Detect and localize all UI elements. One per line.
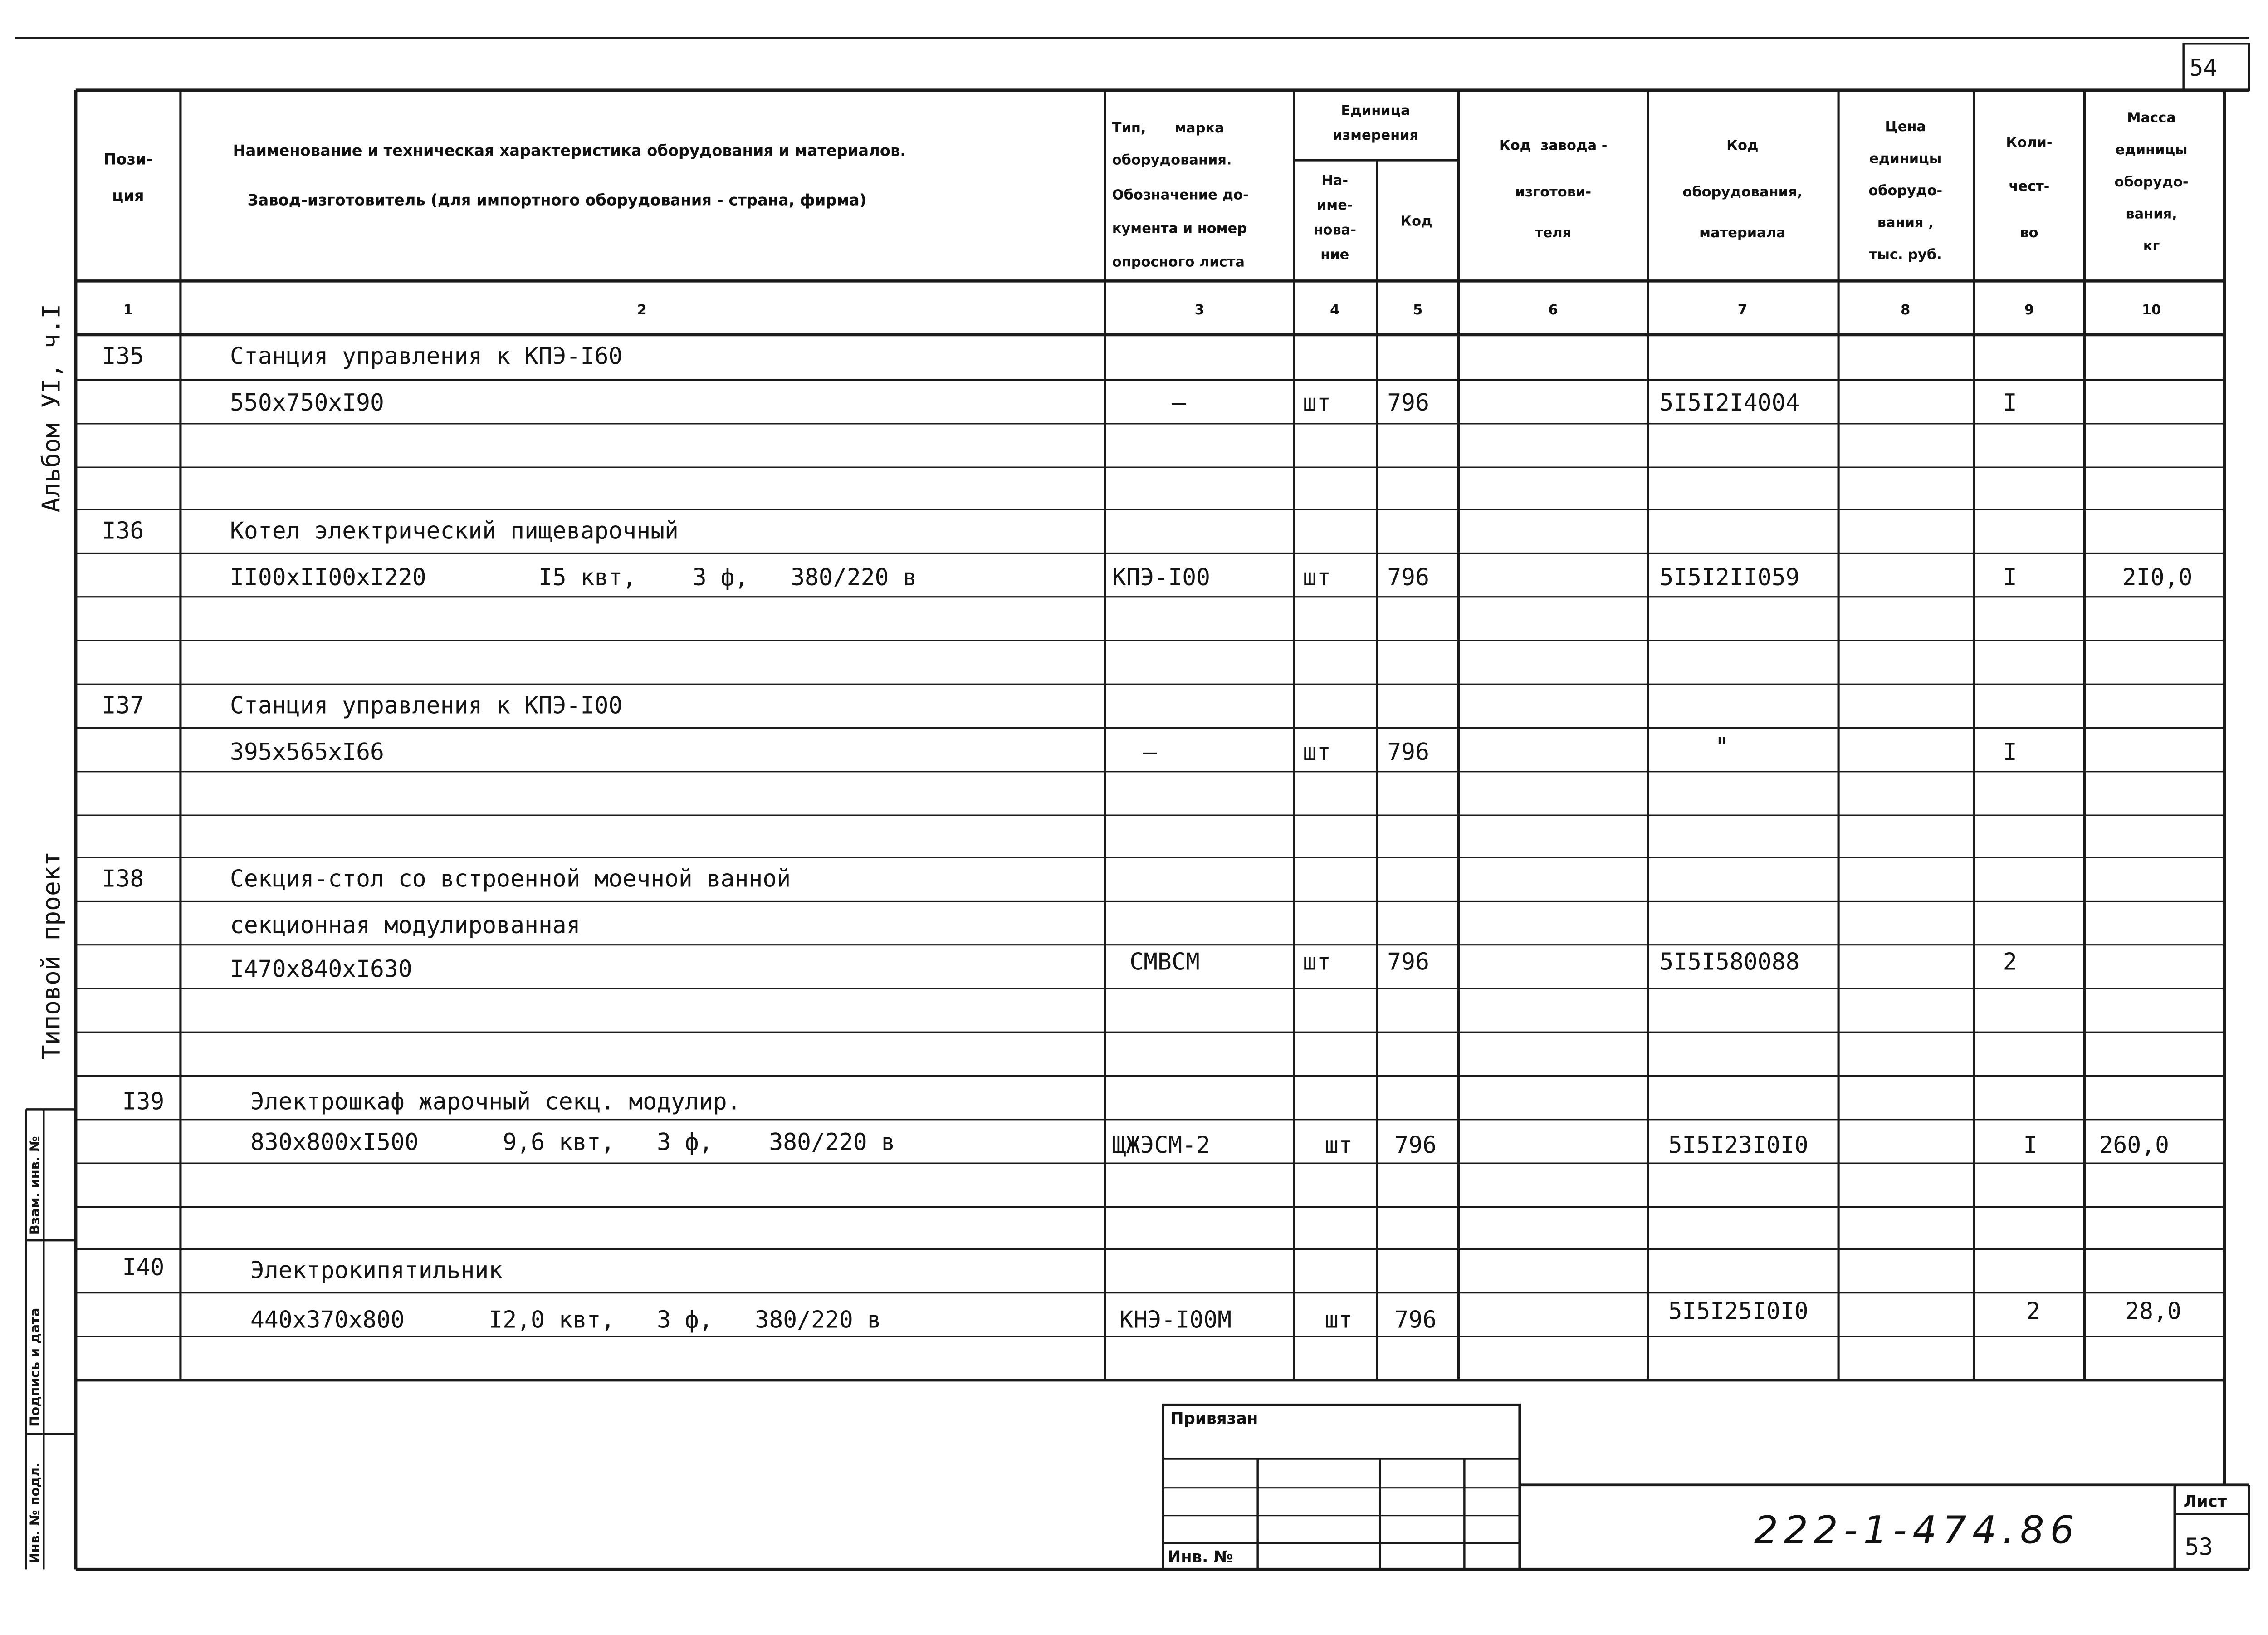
row-position: I37 [102,692,144,720]
row-type: – [1143,739,1157,766]
row-qty: 2 [2026,1297,2040,1325]
header-mass-2: единицы [2115,142,2188,158]
header-price-1: Цена [1885,118,1926,135]
row-name-line: Станция управления к КПЭ-I60 [230,343,623,370]
row-equip-code: 5I5I580088 [1659,948,1800,976]
header-unit-name-2: име- [1316,197,1353,214]
header-qty-2: чест- [2009,178,2050,195]
row-mass: 2I0,0 [2122,564,2193,592]
header-factory-1: Код завода - [1499,137,1608,154]
column-number-1: 1 [123,302,133,318]
row-unit-code: 796 [1387,739,1429,766]
column-number-10: 10 [2141,302,2161,318]
row-type: СМВСМ [1129,948,1200,976]
column-number-8: 8 [1901,302,1911,318]
row-name-line: Электрокипятильник [250,1257,503,1284]
row-type: КПЭ-I00 [1112,564,1211,592]
header-pos-2: ция [112,186,144,205]
header-type-4: кумента и номер [1112,220,1247,237]
header-type-3: Обозначение до- [1112,187,1249,203]
row-unit: шт [1303,948,1331,976]
header-qty-3: во [2020,225,2038,241]
replace-inv-label: Взам. инв. № [27,1136,43,1235]
row-name-line: 440x370x800 I2,0 квт, 3 ф, 380/220 в [250,1306,881,1334]
row-qty: 2 [2003,948,2017,976]
row-qty: I [2023,1131,2038,1159]
row-unit: шт [1325,1306,1353,1334]
row-name-line: Электрошкаф жарочный секц. модулир. [250,1088,741,1116]
row-name-line: Секция-стол со встроенной моечной ванной [230,865,791,893]
row-unit-code: 796 [1394,1306,1437,1334]
header-price-2: единицы [1869,151,1942,167]
table-row [102,865,2017,983]
column-number-9: 9 [2024,302,2034,318]
column-number-4: 4 [1330,302,1340,318]
row-position: I39 [122,1088,165,1116]
row-qty: I [2003,564,2017,592]
row-qty: I [2003,389,2017,416]
row-unit: шт [1303,564,1331,592]
header-equip-code-3: материала [1699,225,1786,241]
header-unit-group-2: измерения [1333,127,1419,144]
signature-date-label: Подпись и дата [27,1307,43,1427]
project-label: Типовой проект [36,851,66,1060]
header-mass-4: вания, [2126,206,2177,222]
header-pos-1: Пози- [103,150,153,168]
row-equip-code: 5I5I2I4004 [1659,389,1800,416]
inventory-number-label: Инв. № [1167,1547,1233,1566]
page-number: 54 [2189,54,2218,82]
header-equip-code-2: оборудования, [1682,184,1803,201]
row-position: I38 [102,865,144,893]
column-number-6: 6 [1548,302,1558,318]
header-price-4: вания , [1877,215,1934,231]
header-unit-name-1: На- [1321,172,1349,189]
header-factory-3: теля [1535,225,1572,241]
row-mass: 260,0 [2099,1131,2170,1159]
row-name-line: Котел электрический пищеварочный [230,517,679,545]
row-name-line: I470x840xI630 [230,955,412,983]
column-number-3: 3 [1194,302,1204,318]
row-position: I36 [102,517,144,545]
row-position: I35 [102,343,144,370]
column-number-row [123,302,2161,318]
row-lines [76,281,2224,1380]
row-unit-code: 796 [1387,948,1429,976]
row-type: – [1172,389,1186,416]
header-unit-group-1: Единица [1341,103,1410,119]
column-number-5: 5 [1413,302,1423,318]
header-type-2: оборудования. [1112,152,1232,168]
row-equip-code: 5I5I23I0I0 [1668,1131,1809,1159]
header-name-2: Завод-изготовитель (для импортного оборудования - страна, фирма) [247,191,867,209]
row-name-line: Станция управления к КПЭ-I00 [230,692,623,720]
header-unit-name-4: ние [1320,247,1349,263]
row-type: КНЭ-I00М [1119,1306,1232,1334]
sheet-label: Лист [2183,1492,2227,1511]
header-unit-name-3: нова- [1313,222,1356,238]
row-equip-code: 5I5I25I0I0 [1668,1297,1809,1325]
header-mass-1: Масса [2127,110,2176,126]
table-header [103,103,2188,270]
row-name-line: II00xII00xI220 I5 квт, 3 ф, 380/220 в [230,564,917,592]
table-row [122,1088,2169,1159]
header-qty-1: Коли- [2006,135,2053,151]
header-type-1: Тип, марка [1112,120,1224,137]
header-factory-2: изготови- [1515,184,1592,201]
bound-label: Привязан [1170,1409,1258,1428]
header-name-1: Наименование и техническая характеристика оборудования и материалов. [233,142,906,160]
album-label: Альбом УI, ч.I [36,304,66,513]
row-unit-code: 796 [1394,1131,1437,1159]
row-type: ЩЖЭСМ-2 [1112,1131,1211,1159]
sheet-number: 53 [2185,1533,2213,1561]
row-name-line: секционная модулированная [230,912,581,940]
table-row [102,692,2017,766]
row-mass: 28,0 [2125,1297,2181,1325]
table-row [102,517,2193,591]
table-row [122,1254,2181,1334]
row-equip-code: 5I5I2II059 [1659,564,1800,592]
row-unit: шт [1303,389,1331,416]
row-unit: шт [1325,1131,1353,1159]
header-mass-5: кг [2143,238,2160,254]
column-number-2: 2 [637,302,647,318]
column-lines [181,90,2085,1380]
row-name-line: 830x800xI500 9,6 квт, 3 ф, 380/220 в [250,1129,895,1156]
header-price-3: оборудо- [1868,183,1943,199]
row-name-line: 395x565xI66 [230,739,384,766]
header-price-5: тыс. руб. [1869,247,1942,263]
column-number-7: 7 [1737,302,1747,318]
table-body [102,343,2193,1333]
header-equip-code-1: Код [1726,137,1759,154]
row-qty: I [2003,739,2017,766]
original-inv-label: Инв. № подл. [27,1462,43,1564]
header-type-5: опросного листа [1112,254,1245,270]
header-mass-3: оборудо- [2114,174,2189,190]
title-block [1163,1405,2249,1570]
row-unit-code: 796 [1387,564,1429,592]
row-unit: шт [1303,739,1331,766]
document-code: 222-1-474.86 [1754,1508,2080,1552]
row-name-line: 550x750xI90 [230,389,384,416]
row-position: I40 [122,1254,165,1282]
row-equip-code: " [1715,733,1729,760]
row-unit-code: 796 [1387,389,1429,416]
header-unit-code: Код [1400,213,1432,230]
